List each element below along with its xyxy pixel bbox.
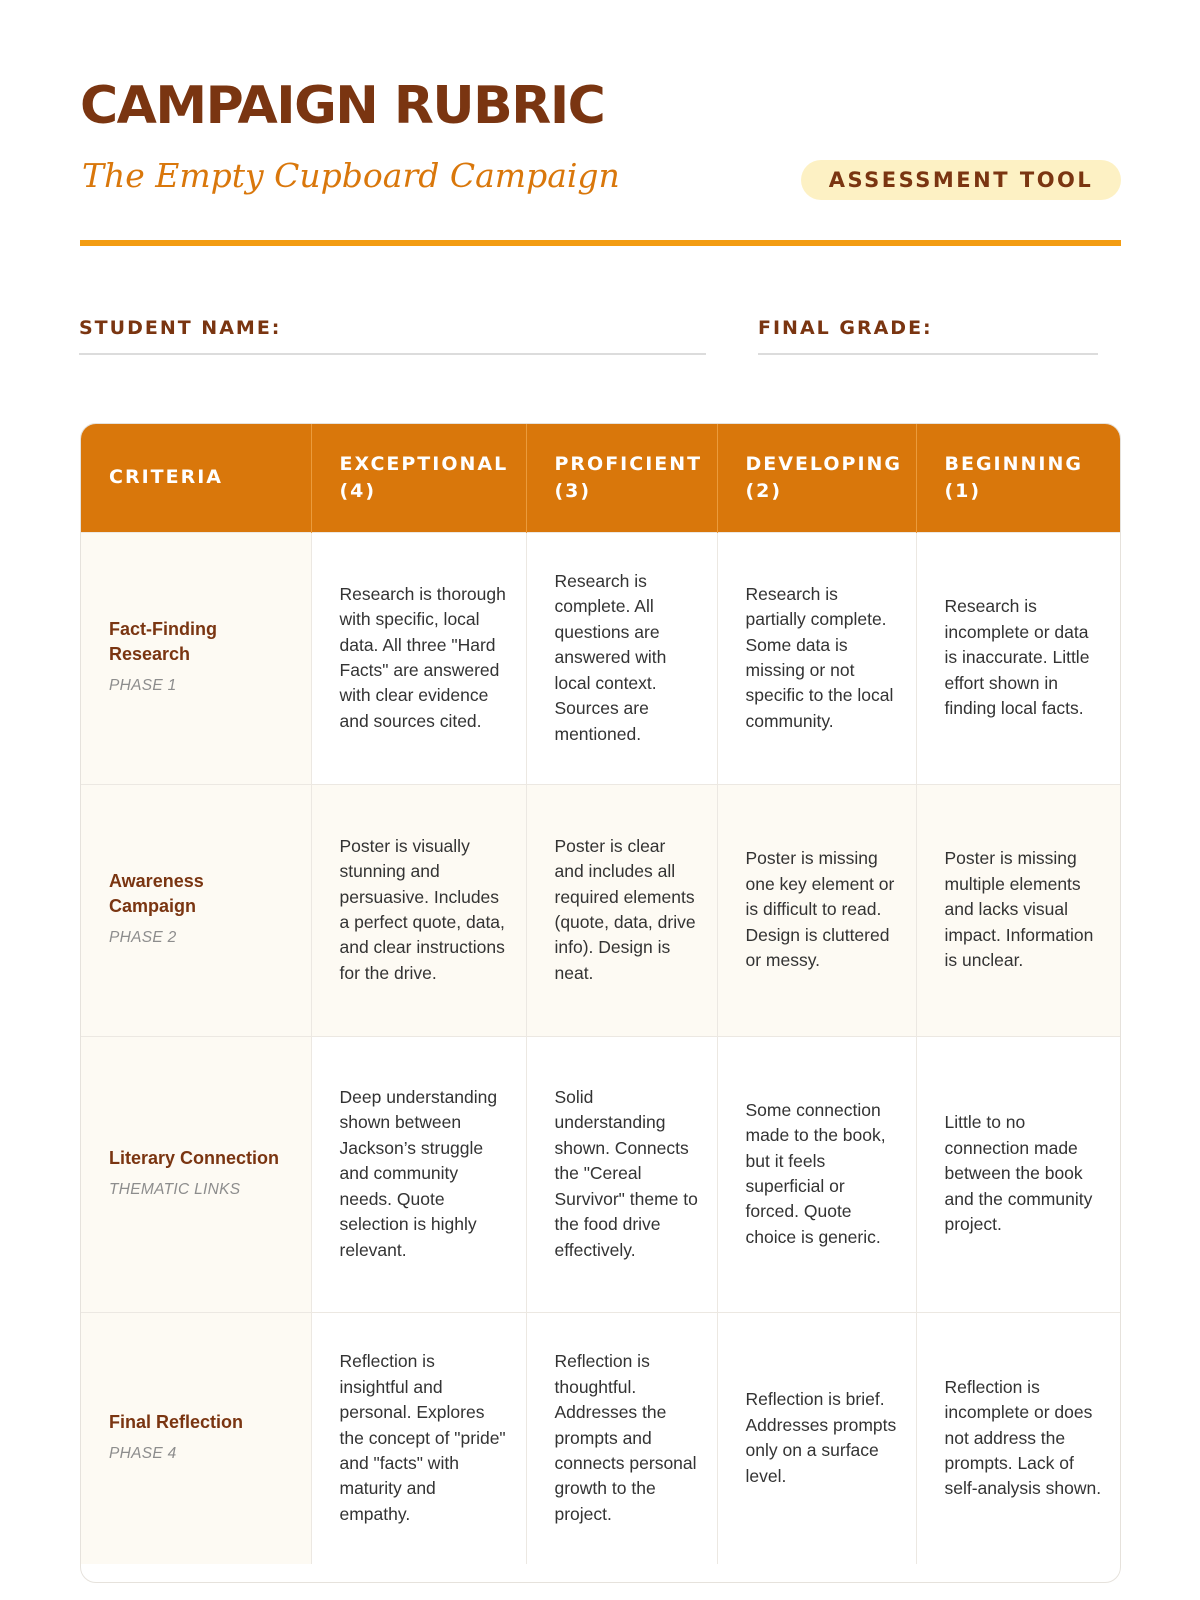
table-row — [81, 532, 1121, 784]
rubric-header-row — [81, 424, 1121, 532]
beginning-cell: Research is incomplete or data is inaccurate. Little effort shown in finding local facts. — [916, 532, 1121, 784]
proficient-cell: Poster is clear and includes all required elements (quote, data, drive info). Design is neat. — [526, 784, 717, 1036]
column-header-exceptional: EXCEPTIONAL (4) — [311, 424, 526, 532]
student-name-field[interactable] — [79, 353, 706, 355]
column-header-criteria: CRITERIA — [81, 424, 311, 532]
exceptional-cell: Research is thorough with specific, local data. All three "Hard Facts" are answered with clear evidence and sources cited. — [311, 532, 526, 784]
developing-cell: Reflection is brief. Addresses prompts only on a surface level. — [717, 1312, 916, 1564]
criterion-cell: Final Reflection PHASE 4 — [81, 1312, 311, 1564]
developing-cell: Poster is missing one key element or is difficult to read. Design is cluttered or messy. — [717, 784, 916, 1036]
column-header-developing: DEVELOPING (2) — [717, 424, 916, 532]
table-row — [81, 1312, 1121, 1564]
exceptional-cell: Reflection is insightful and personal. Explores the concept of "pride" and "facts" with maturity and empathy. — [311, 1312, 526, 1564]
assessment-tool-badge: ASSESSMENT TOOL — [801, 160, 1121, 200]
exceptional-cell: Deep understanding shown between Jackson’s struggle and community needs. Quote selection is highly relevant. — [311, 1036, 526, 1312]
proficient-cell: Research is complete. All questions are answered with local context. Sources are mentioned. — [526, 532, 717, 784]
exceptional-cell: Poster is visually stunning and persuasive. Includes a perfect quote, data, and clear instructions for the drive. — [311, 784, 526, 1036]
beginning-cell: Reflection is incomplete or does not address the prompts. Lack of self-analysis shown. — [916, 1312, 1121, 1564]
beginning-cell: Poster is missing multiple elements and lacks visual impact. Information is unclear. — [916, 784, 1121, 1036]
table-row — [81, 1036, 1121, 1312]
table-row — [81, 784, 1121, 1036]
criterion-cell: Awareness Campaign PHASE 2 — [81, 784, 311, 1036]
developing-cell: Some connection made to the book, but it feels superficial or forced. Quote choice is generic. — [717, 1036, 916, 1312]
rubric-table — [80, 423, 1121, 1583]
column-header-proficient: PROFICIENT (3) — [526, 424, 717, 532]
criterion-cell: Literary Connection THEMATIC LINKS — [81, 1036, 311, 1312]
proficient-cell: Reflection is thoughtful. Addresses the prompts and connects personal growth to the project. — [526, 1312, 717, 1564]
header-divider — [80, 240, 1121, 246]
final-grade-label: FINAL GRADE: — [758, 317, 933, 339]
proficient-cell: Solid understanding shown. Connects the "Cereal Survivor" theme to the food drive effectively. — [526, 1036, 717, 1312]
final-grade-field[interactable] — [758, 353, 1098, 355]
page-subtitle: The Empty Cupboard Campaign — [82, 156, 620, 195]
student-name-label: STUDENT NAME: — [79, 317, 282, 339]
criterion-cell: Fact-Finding Research PHASE 1 — [81, 532, 311, 784]
beginning-cell: Little to no connection made between the book and the community project. — [916, 1036, 1121, 1312]
page-title: CAMPAIGN RUBRIC — [80, 76, 605, 136]
column-header-beginning: BEGINNING (1) — [916, 424, 1121, 532]
developing-cell: Research is partially complete. Some data is missing or not specific to the local community. — [717, 532, 916, 784]
